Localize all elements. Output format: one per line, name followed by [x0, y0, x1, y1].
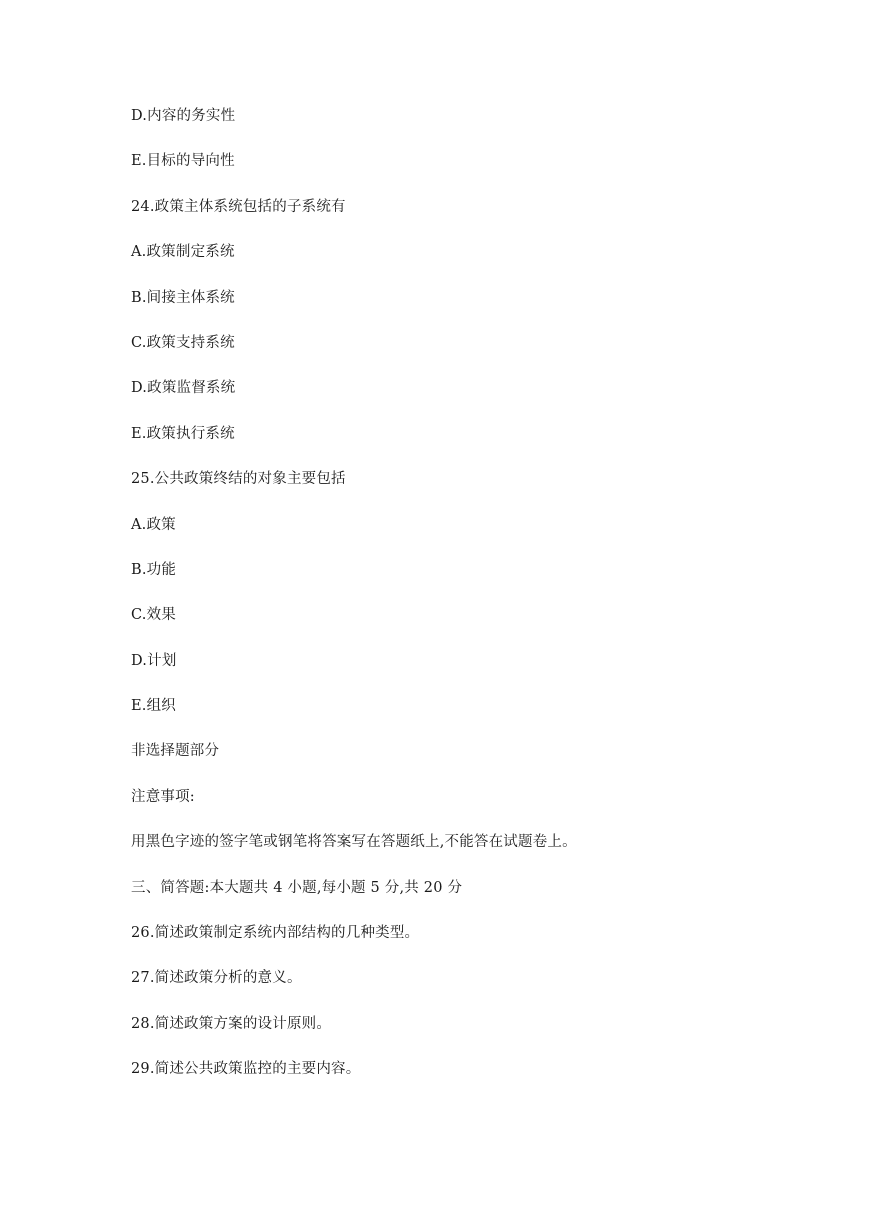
option-24-a: A.政策制定系统: [131, 244, 235, 261]
option-25-b: B.功能: [131, 561, 177, 578]
notice-text: 用黑色字迹的签字笔或钢笔将答案写在答题纸上,不能答在试题卷上。: [131, 834, 577, 851]
option-25-d: D.计划: [131, 652, 177, 669]
question-25: 25.公共政策终结的对象主要包括: [131, 471, 346, 488]
option-24-c: C.政策支持系统: [131, 334, 235, 351]
question-26: 26.简述政策制定系统内部结构的几种类型。: [131, 925, 420, 942]
option-24-e: E.政策执行系统: [131, 425, 235, 442]
question-27: 27.简述政策分析的意义。: [131, 970, 302, 987]
option-25-c: C.效果: [131, 607, 176, 624]
question-24: 24.政策主体系统包括的子系统有: [131, 198, 346, 215]
question-29: 29.简述公共政策监控的主要内容。: [131, 1061, 361, 1078]
notice-heading: 注意事项:: [131, 788, 195, 805]
section-heading-non-choice: 非选择题部分: [131, 743, 220, 760]
section-three-heading: 三、简答题:本大题共 4 小题,每小题 5 分,共 20 分: [131, 879, 463, 896]
option-24-b: B.间接主体系统: [131, 289, 235, 306]
option-25-e: E.组织: [131, 698, 176, 715]
option-25-a: A.政策: [131, 516, 176, 533]
option-24-d: D.政策监督系统: [131, 380, 236, 397]
option-23-e: E.目标的导向性: [131, 153, 235, 170]
question-28: 28.简述政策方案的设计原则。: [131, 1015, 332, 1032]
document-body: [131, 104, 751, 1103]
option-23-d: D.内容的务实性: [131, 108, 236, 124]
